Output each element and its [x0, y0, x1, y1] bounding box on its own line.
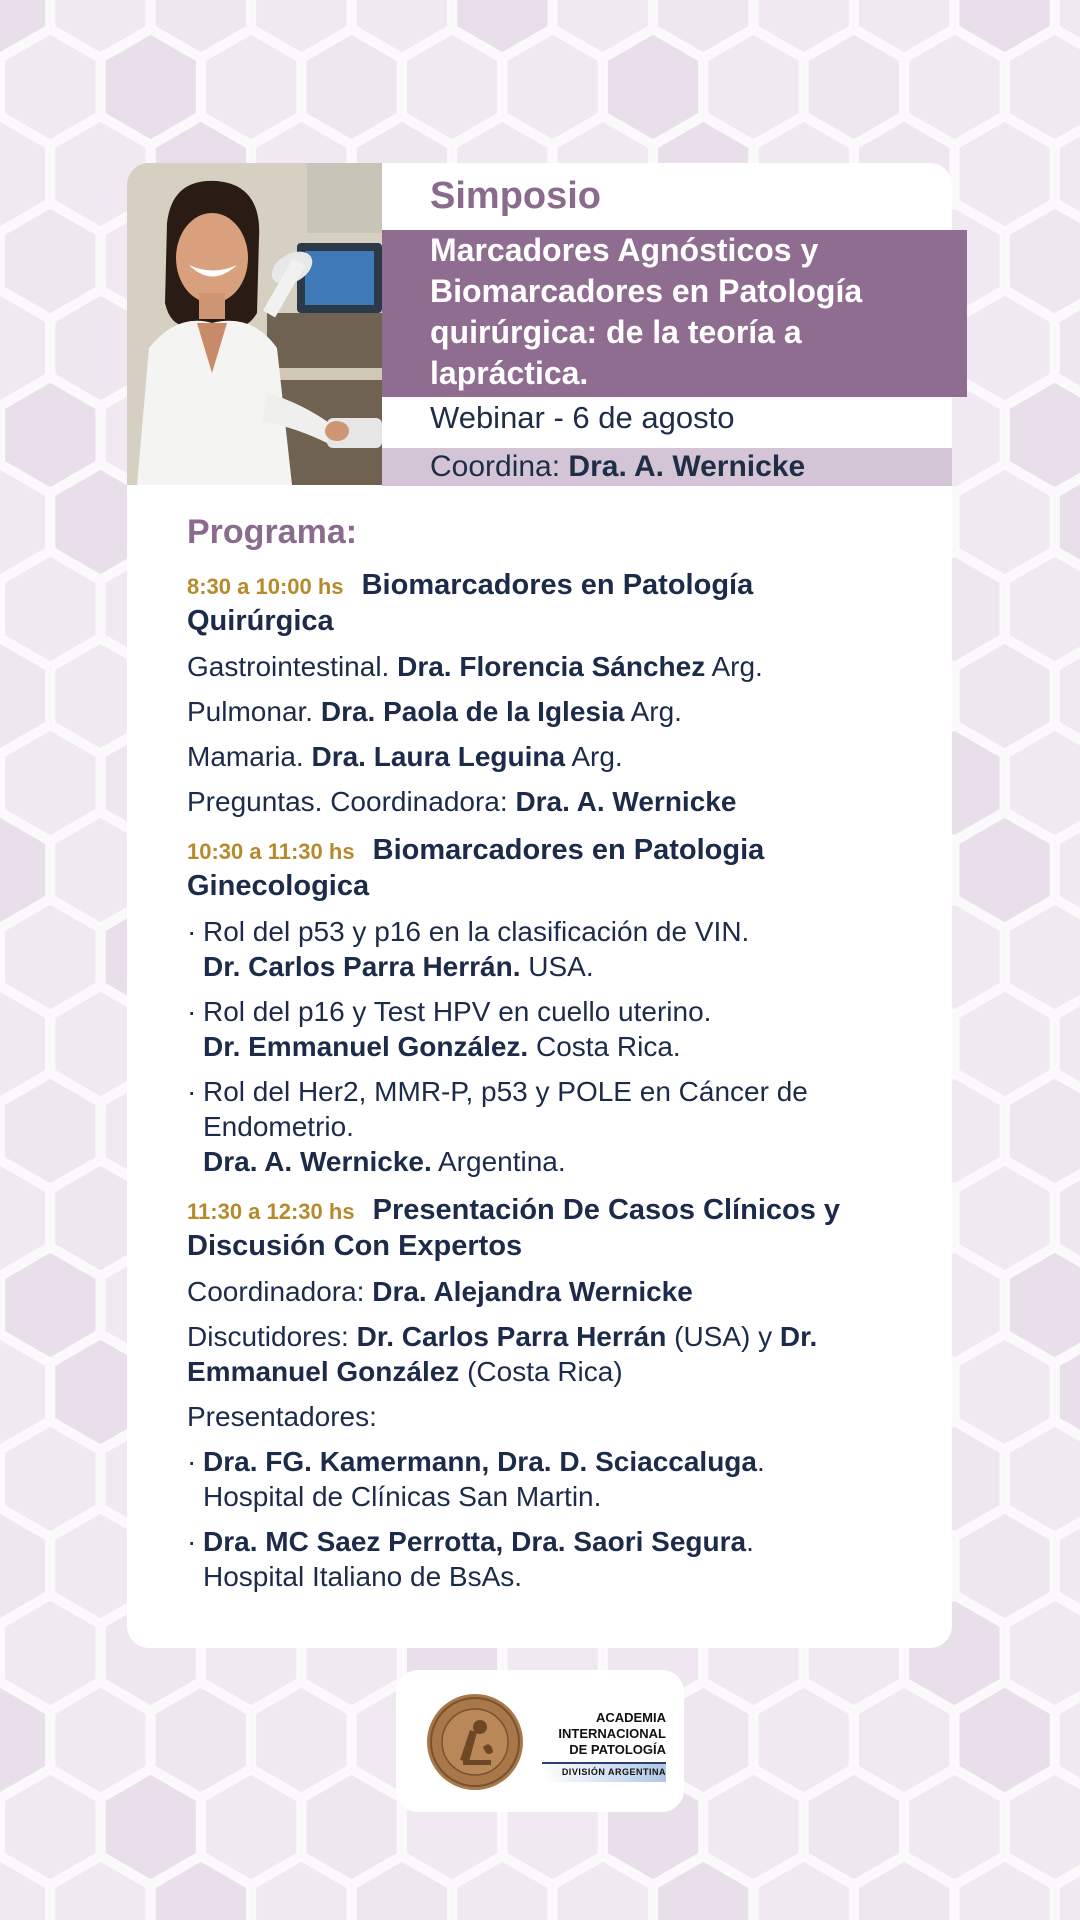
hexagon-tile [3, 902, 98, 1012]
hexagon-tile [3, 1598, 98, 1708]
coordinator-name: Dra. A. Wernicke [568, 450, 806, 483]
hexagon-tile [806, 1772, 901, 1882]
hexagon-tile [756, 1685, 851, 1795]
hexagon-tile [907, 1772, 1002, 1882]
academy-name-line: DE PATOLOGÍA [569, 1742, 666, 1757]
talk-bullet [187, 1074, 907, 1179]
speaker-photo [127, 163, 382, 485]
talk-topic: Gastrointestinal. [187, 651, 390, 682]
talk-topic: Rol del Her2, MMR-P, p53 y POLE en Cáncer de Endometrio. [203, 1076, 808, 1142]
talk-topic: Rol del p53 y p16 en la clasificación de VIN. [203, 916, 750, 947]
hexagon-tile [3, 32, 98, 142]
hexagon-tile [957, 1685, 1052, 1795]
program-section [187, 513, 907, 1608]
hexagon-tile [857, 1685, 952, 1795]
hexagon-tile [304, 1772, 399, 1882]
speaker-name: Dra. A. Wernicke. [203, 1146, 432, 1177]
coordinator-band [382, 448, 952, 486]
hexagon-tile [204, 1772, 299, 1882]
hexagon-tile [204, 32, 299, 142]
program-heading: Programa: [187, 513, 358, 551]
event-kicker: Simposio [430, 175, 602, 217]
title-band [382, 230, 967, 397]
presenter-names: Dra. FG. Kamermann, Dra. D. Sciaccaluga [203, 1446, 757, 1477]
discutidor-name: Dr. Emmanuel González [187, 1321, 818, 1387]
hexagon-tile [806, 32, 901, 142]
talk-topic: Rol del p16 y Test HPV en cuello uterino. [203, 996, 712, 1027]
hexagon-tile [907, 32, 1002, 142]
presenter-hospital: Hospital Italiano de BsAs. [203, 1561, 523, 1592]
speaker-name: Dr. Emmanuel González. [203, 1031, 529, 1062]
talk-bullet [187, 914, 907, 984]
talk-topic: Preguntas. Coordinadora: [187, 786, 508, 817]
coordinator-label: Coordina: [430, 450, 561, 483]
session-title: Presentación De Casos Clínicos y Discusión Con Expertos [187, 1194, 841, 1262]
hexagon-tile [103, 1772, 198, 1882]
speaker-country: Costa Rica. [535, 1031, 681, 1062]
academy-name [532, 1710, 666, 1758]
academy-name-line: ACADEMIA [595, 1710, 666, 1725]
hexagon-tile [957, 293, 1052, 403]
coordinadora-label: Coordinadora: [187, 1276, 365, 1307]
bullet-dot: · [187, 1076, 197, 1107]
hexagon-tile [957, 1163, 1052, 1273]
session-header [187, 833, 907, 904]
coordinator-line [430, 448, 805, 486]
speaker-country: Arg. [711, 651, 763, 682]
speaker-name: Dr. Carlos Parra Herrán. [203, 951, 521, 982]
talk-topic: Pulmonar. [187, 696, 314, 727]
discutidores-line [187, 1319, 907, 1389]
academy-name-line: INTERNACIONAL [558, 1726, 666, 1741]
talk-bullet [187, 994, 907, 1064]
hexagon-tile [3, 554, 98, 664]
coordinadora-line [187, 1274, 907, 1309]
discutidor-name: Dr. Carlos Parra Herrán [356, 1321, 667, 1352]
hexagon-tile [957, 119, 1052, 229]
speaker-name: Dra. Laura Leguina [311, 741, 566, 772]
bullet-dot: · [187, 1526, 197, 1557]
speaker-country: Arg. [571, 741, 623, 772]
hexagon-tile [957, 815, 1052, 925]
hexagon-tile [706, 32, 801, 142]
presenter-names: Dra. MC Saez Perrotta, Dra. Saori Segura [203, 1526, 747, 1557]
hexagon-tile [3, 206, 98, 316]
speaker-country: Argentina. [438, 1146, 566, 1177]
session-time: 10:30 a 11:30 hs [187, 839, 355, 864]
hexagon-tile [103, 32, 198, 142]
hexagon-tile [505, 32, 600, 142]
talk-topic: Mamaria. [187, 741, 304, 772]
hexagon-tile [254, 1685, 349, 1795]
session-time: 8:30 a 10:00 hs [187, 574, 344, 599]
hexagon-tile [605, 32, 700, 142]
presentadores-label: Presentadores: [187, 1401, 377, 1432]
event-title: Marcadores Agnósticos y Biomarcadores en Patología quirúrgica: de la teoría a lapráctica. [430, 232, 863, 391]
hexagon-tile [957, 1337, 1052, 1447]
bullet-dot: · [187, 996, 197, 1027]
speaker-country: USA. [528, 951, 594, 982]
hexagon-tile [53, 1685, 148, 1795]
hexagon-tile [957, 989, 1052, 1099]
presenter-bullet: · Dra. FG. Kamermann, Dra. D. Sciaccaluga. Hospital de Clínicas San Martin. [187, 1446, 765, 1512]
academy-seal-icon [425, 1692, 525, 1792]
hexagon-tile [706, 1772, 801, 1882]
session-1 [187, 568, 907, 819]
session-title: Biomarcadores en Patologia Ginecologica [187, 834, 765, 902]
session-title: Biomarcadores en Patología Quirúrgica [187, 569, 754, 637]
talk-line [187, 694, 907, 729]
discutidor-country: (USA) y [674, 1321, 773, 1352]
bullet-dot: · [187, 1446, 197, 1477]
speaker-country: Arg. [630, 696, 682, 727]
session-time: 11:30 a 12:30 hs [187, 1199, 355, 1224]
speaker-name: Dra. A. Wernicke [515, 786, 737, 817]
talk-line [187, 739, 907, 774]
hexagon-tile [3, 380, 98, 490]
coordinadora-name: Dra. Alejandra Wernicke [372, 1276, 693, 1307]
academy-logo [396, 1670, 684, 1812]
bullet-dot: · [187, 916, 197, 947]
discutidores-label: Discutidores: [187, 1321, 349, 1352]
hexagon-tile [3, 728, 98, 838]
hexagon-tile [3, 1772, 98, 1882]
discutidor-country: (Costa Rica) [467, 1356, 623, 1387]
speaker-name: Dra. Paola de la Iglesia [320, 696, 625, 727]
hexagon-tile [3, 1076, 98, 1186]
hexagon-tile [404, 32, 499, 142]
session-3 [187, 1193, 907, 1594]
hexagon-tile [304, 32, 399, 142]
hexagon-tile [957, 641, 1052, 751]
session-header [187, 1193, 907, 1264]
event-card [127, 163, 952, 1648]
hexagon-tile [957, 1511, 1052, 1621]
session-header [187, 568, 907, 639]
session-2 [187, 833, 907, 1179]
presenter-bullet: · Dra. MC Saez Perrotta, Dra. Saori Segura. Hospital Italiano de BsAs. [187, 1526, 754, 1592]
speaker-name: Dra. Florencia Sánchez [397, 651, 706, 682]
talk-line [187, 784, 907, 819]
hexagon-tile [153, 1685, 248, 1795]
event-date: Webinar - 6 de agosto [430, 400, 735, 435]
hexagon-tile [3, 1250, 98, 1360]
talk-line [187, 649, 907, 684]
hexagon-tile [3, 1424, 98, 1534]
presenter-hospital: Hospital de Clínicas San Martin. [203, 1481, 602, 1512]
academy-division: DIVISIÓN ARGENTINA [542, 1762, 666, 1782]
hexagon-tile [957, 467, 1052, 577]
